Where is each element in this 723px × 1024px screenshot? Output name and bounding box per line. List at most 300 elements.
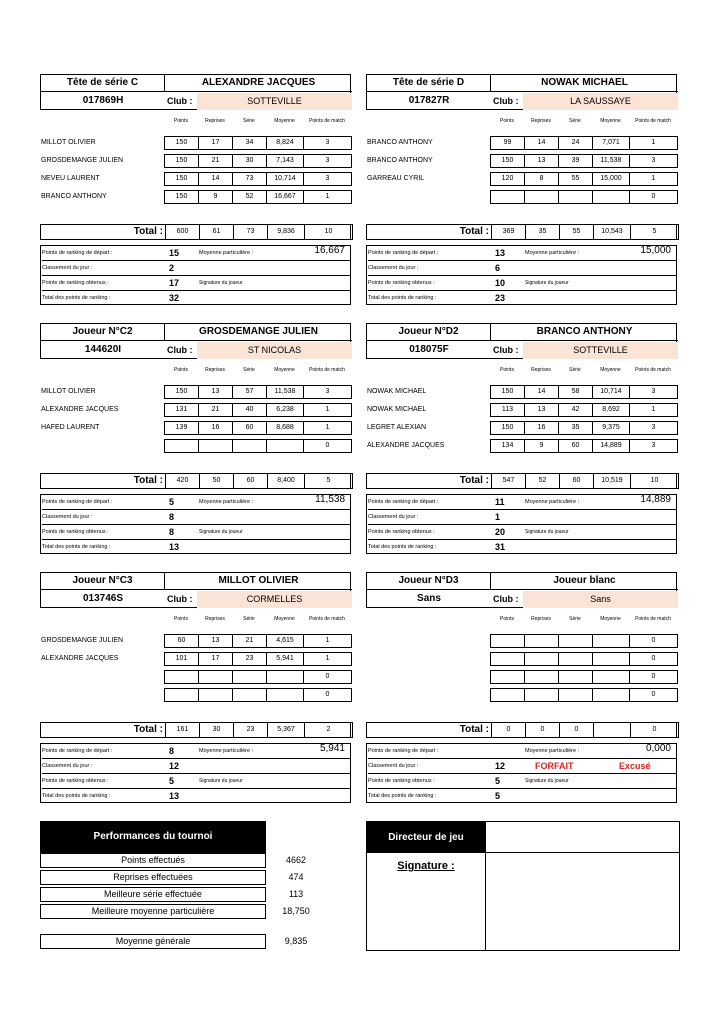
license-number: 017827R (408, 95, 450, 106)
match-cell: 42 (558, 403, 593, 417)
opponent-name: BRANCO ANTHONY (367, 139, 433, 146)
player-slot-label: Joueur N°D3 (367, 573, 491, 590)
ranking-label: Points de ranking de départ : (42, 748, 113, 754)
match-row (366, 652, 677, 666)
match-cell: 14 (524, 136, 559, 150)
ranking-line (368, 246, 677, 261)
match-cell: 0 (303, 439, 352, 453)
column-header: Reprises (205, 367, 225, 373)
ranking-line (42, 510, 351, 525)
ranking-value: 8 (169, 746, 175, 756)
match-cell: 150 (490, 421, 525, 435)
total-label: Total : (459, 724, 489, 735)
total-cell: 52 (525, 473, 560, 489)
column-header: Points (174, 367, 188, 373)
match-row (366, 154, 677, 168)
player-name: NOWAK MICHAEL (491, 75, 678, 92)
ranking-line (368, 540, 677, 555)
player-name: ALEXANDRE JACQUES (165, 75, 352, 92)
match-cell: 24 (558, 136, 593, 150)
ranking-label: Points de ranking obtenus : (368, 280, 435, 286)
general-average-label: Moyenne générale (40, 934, 266, 949)
club-label: Club : (493, 96, 519, 106)
match-cell: 15,000 (592, 172, 630, 186)
game-director-box (366, 821, 680, 951)
match-cell: 0 (303, 688, 352, 702)
match-cell (198, 670, 233, 684)
total-cell: 73 (233, 224, 268, 240)
match-cell (490, 634, 525, 648)
ranking-value: 13 (169, 542, 180, 552)
ranking-block (366, 494, 677, 554)
match-cell: 14 (198, 172, 233, 186)
player-signature-label: Signature du joueur (525, 280, 569, 286)
total-cell: 8,400 (267, 473, 305, 489)
match-cell (490, 652, 525, 666)
total-cell: 0 (491, 722, 526, 738)
match-row (40, 670, 351, 684)
match-cell (490, 688, 525, 702)
ranking-value: 8 (169, 512, 175, 522)
total-cell: 369 (491, 224, 526, 240)
ranking-line (42, 774, 351, 789)
total-cell: 0 (630, 722, 679, 738)
ranking-value: 17 (169, 278, 180, 288)
total-cell: 55 (559, 224, 594, 240)
match-cell: 4,615 (266, 634, 304, 648)
match-cell: 134 (490, 439, 525, 453)
match-cell: 13 (524, 154, 559, 168)
match-cell: 150 (490, 385, 525, 399)
total-cell: 5 (630, 224, 679, 240)
match-cell: 120 (490, 172, 525, 186)
match-cell: 150 (164, 172, 199, 186)
club-label: Club : (493, 345, 519, 355)
opponent-name: GROSDEMANGE JULIEN (41, 637, 124, 644)
ranking-line (368, 525, 677, 540)
ranking-label: Points de ranking obtenus : (42, 529, 109, 535)
performance-value: 18,750 (282, 906, 310, 916)
match-cell: 13 (524, 403, 559, 417)
match-row (366, 172, 677, 186)
opponent-name: BRANCO ANTHONY (367, 157, 433, 164)
column-header: Points de match (309, 367, 345, 373)
moyenne-part-label: Moyenne particulière : (199, 250, 254, 256)
ranking-value: 20 (495, 527, 506, 537)
opponent-name: LEGRET ALEXIAN (367, 424, 427, 431)
match-cell: 113 (490, 403, 525, 417)
ranking-line (368, 789, 677, 804)
match-cell (232, 688, 267, 702)
player-name: GROSDEMANGE JULIEN (165, 324, 352, 341)
forfait-label: FORFAIT (535, 761, 574, 771)
player-name: MILLOT OLIVIER (165, 573, 352, 590)
column-header: Points (174, 616, 188, 622)
match-cell: 1 (303, 421, 352, 435)
club-name: SOTTEVILLE (523, 342, 678, 359)
total-row (366, 722, 677, 738)
column-header: Reprises (531, 118, 551, 124)
column-header: Points (174, 118, 188, 124)
match-cell: 101 (164, 652, 199, 666)
player-name: BRANCO ANTHONY (491, 324, 678, 341)
total-label: Total : (133, 475, 163, 486)
match-row (40, 154, 351, 168)
match-cell: 3 (629, 439, 678, 453)
ranking-block (366, 245, 677, 305)
match-cell: 21 (198, 154, 233, 168)
ranking-line (368, 759, 677, 774)
club-label: Club : (167, 96, 193, 106)
moyenne-part-label: Moyenne particulière : (199, 499, 254, 505)
performance-value: 113 (288, 889, 304, 899)
moyenne-part-label: Moyenne particulière : (525, 748, 580, 754)
moyenne-part-value: 16,667 (314, 245, 345, 256)
match-cell: 16 (198, 421, 233, 435)
club-name: Sans (523, 591, 678, 608)
match-cell: 1 (303, 403, 352, 417)
match-cell: 35 (558, 421, 593, 435)
column-header: Reprises (531, 616, 551, 622)
license-number: 017869H (82, 95, 124, 106)
ranking-line (42, 540, 351, 555)
match-row (40, 634, 351, 648)
match-cell: 60 (232, 421, 267, 435)
card-header (366, 572, 677, 608)
ranking-line (368, 495, 677, 510)
match-cell: 3 (303, 154, 352, 168)
ranking-label: Total des points de ranking : (368, 793, 437, 799)
match-cell: 6,238 (266, 403, 304, 417)
ranking-line (368, 291, 677, 306)
match-cell: 40 (232, 403, 267, 417)
performance-label: Meilleure moyenne particulière (40, 904, 266, 919)
match-cell: 60 (164, 634, 199, 648)
match-cell (232, 670, 267, 684)
match-cell (164, 439, 199, 453)
match-cell: 150 (164, 190, 199, 204)
total-cell: 5 (304, 473, 353, 489)
ranking-label: Total des points de ranking : (42, 544, 111, 550)
ranking-label: Classement du jour : (368, 763, 419, 769)
match-row (40, 136, 351, 150)
ranking-value: 8 (169, 527, 175, 537)
match-cell (266, 688, 304, 702)
opponent-name: GARREAU CYRIL (367, 175, 425, 182)
player-signature-label: Signature du joueur (199, 778, 243, 784)
match-cell (558, 190, 593, 204)
ranking-line (368, 261, 677, 276)
match-cell (266, 439, 304, 453)
ranking-value: 23 (495, 293, 506, 303)
total-label: Total : (133, 226, 163, 237)
match-cell: 58 (558, 385, 593, 399)
match-cell: 139 (164, 421, 199, 435)
match-cell (164, 670, 199, 684)
performance-title: Performances du tournoi (40, 821, 266, 853)
column-header: Reprises (205, 616, 225, 622)
ranking-value: 31 (495, 542, 506, 552)
ranking-block (40, 245, 351, 305)
total-cell: 10 (630, 473, 679, 489)
club-name: ST NICOLAS (197, 342, 352, 359)
total-cell: 9,836 (267, 224, 305, 240)
total-row (366, 224, 677, 240)
match-row (366, 136, 677, 150)
match-cell: 11,538 (592, 154, 630, 168)
match-cell: 14 (524, 385, 559, 399)
ranking-label: Total des points de ranking : (42, 793, 111, 799)
column-header: Moyenne (600, 367, 621, 373)
column-header: Série (243, 616, 255, 622)
match-cell: 1 (629, 136, 678, 150)
match-cell: 13 (198, 385, 233, 399)
ranking-value: 5 (169, 776, 175, 786)
player-slot-label: Joueur N°C2 (41, 324, 165, 341)
ranking-line (42, 261, 351, 276)
match-cell: 16,667 (266, 190, 304, 204)
opponent-name: NOWAK MICHAEL (367, 388, 427, 395)
moyenne-part-value: 11,538 (315, 494, 345, 505)
opponent-name: ALEXANDRE JACQUES (41, 655, 119, 662)
match-cell (592, 634, 630, 648)
ranking-label: Total des points de ranking : (42, 295, 111, 301)
total-row (40, 722, 351, 738)
ranking-value: 5 (495, 791, 501, 801)
match-cell (490, 670, 525, 684)
player-signature-label: Signature du joueur (199, 280, 243, 286)
match-row (366, 439, 677, 453)
club-label: Club : (493, 594, 519, 604)
match-cell: 0 (303, 670, 352, 684)
match-cell (558, 670, 593, 684)
ranking-value: 13 (169, 791, 180, 801)
match-cell: 14,889 (592, 439, 630, 453)
match-row (366, 403, 677, 417)
match-cell (490, 190, 525, 204)
player-signature-label: Signature du joueur (525, 529, 569, 535)
match-cell: 39 (558, 154, 593, 168)
total-cell: 10,543 (593, 224, 631, 240)
opponent-name: ALEXANDRE JACQUES (41, 406, 119, 413)
ranking-value: 10 (495, 278, 506, 288)
general-average-value: 9,835 (284, 936, 308, 946)
match-cell: 3 (303, 172, 352, 186)
card-header (40, 323, 351, 359)
column-header: Points de match (309, 616, 345, 622)
match-cell (164, 688, 199, 702)
match-cell (558, 688, 593, 702)
license-number: 144620I (84, 344, 122, 355)
match-cell: 7,071 (592, 136, 630, 150)
match-cell: 21 (198, 403, 233, 417)
ranking-label: Total des points de ranking : (368, 544, 437, 550)
match-cell: 150 (164, 154, 199, 168)
performance-label: Meilleure série effectuée (40, 887, 266, 902)
match-cell: 16 (524, 421, 559, 435)
performance-label: Points effectués (40, 853, 266, 868)
column-header: Points de match (309, 118, 345, 124)
ranking-line (42, 744, 351, 759)
ranking-label: Points de ranking de départ : (42, 250, 113, 256)
match-cell (266, 670, 304, 684)
player-slot-label: Joueur N°C3 (41, 573, 165, 590)
ranking-line (42, 789, 351, 804)
total-cell: 5,367 (267, 722, 305, 738)
total-cell: 60 (233, 473, 268, 489)
match-cell: 7,143 (266, 154, 304, 168)
match-cell (198, 688, 233, 702)
column-header: Points (500, 367, 514, 373)
match-row (40, 421, 351, 435)
match-row (366, 688, 677, 702)
ranking-line (42, 759, 351, 774)
match-row (366, 385, 677, 399)
ranking-value: 15 (169, 248, 180, 258)
club-name: SOTTEVILLE (197, 93, 352, 110)
ranking-block (366, 743, 677, 803)
ranking-label: Points de ranking obtenus : (42, 280, 109, 286)
excuse-label: Excusé (619, 761, 651, 771)
ranking-value: 2 (169, 263, 175, 273)
match-row (40, 688, 351, 702)
ranking-value: 5 (169, 497, 175, 507)
player-slot-label: Joueur N°D2 (367, 324, 491, 341)
ranking-label: Classement du jour : (42, 763, 93, 769)
ranking-line (368, 744, 677, 759)
moyenne-part-value: 14,889 (640, 494, 671, 505)
match-row (366, 634, 677, 648)
opponent-name: MILLOT OLIVIER (41, 388, 96, 395)
opponent-name: MILLOT OLIVIER (41, 139, 96, 146)
column-header: Points (500, 616, 514, 622)
ranking-line (42, 525, 351, 540)
column-header: Moyenne (600, 616, 621, 622)
total-cell: 30 (199, 722, 234, 738)
match-cell: 0 (629, 688, 678, 702)
ranking-label: Classement du jour : (42, 265, 93, 271)
license-number: Sans (417, 593, 441, 604)
match-cell: 5,941 (266, 652, 304, 666)
total-row (40, 473, 351, 489)
match-cell: 131 (164, 403, 199, 417)
match-cell: 3 (303, 136, 352, 150)
match-cell (232, 439, 267, 453)
performance-label: Reprises effectuées (40, 870, 266, 885)
ranking-label: Points de ranking obtenus : (368, 529, 435, 535)
match-cell: 3 (303, 385, 352, 399)
total-label: Total : (133, 724, 163, 735)
match-cell: 1 (303, 652, 352, 666)
match-cell: 1 (629, 403, 678, 417)
match-cell: 9 (198, 190, 233, 204)
ranking-label: Classement du jour : (368, 514, 419, 520)
match-cell: 150 (490, 154, 525, 168)
ranking-value: 32 (169, 293, 180, 303)
ranking-line (368, 774, 677, 789)
match-cell: 30 (232, 154, 267, 168)
match-cell: 52 (232, 190, 267, 204)
total-cell: 23 (233, 722, 268, 738)
total-cell: 50 (199, 473, 234, 489)
total-label: Total : (459, 226, 489, 237)
ranking-label: Total des points de ranking : (368, 295, 437, 301)
ranking-value: 11 (495, 497, 505, 507)
match-cell: 8 (524, 172, 559, 186)
column-header: Série (569, 118, 581, 124)
match-row (40, 190, 351, 204)
moyenne-part-label: Moyenne particulière : (199, 748, 254, 754)
match-cell (592, 652, 630, 666)
match-cell: 8,688 (266, 421, 304, 435)
card-header (366, 323, 677, 359)
match-cell: 1 (303, 634, 352, 648)
match-row (40, 439, 351, 453)
total-cell: 0 (525, 722, 560, 738)
match-cell: 1 (629, 172, 678, 186)
match-cell: 11,538 (266, 385, 304, 399)
column-header: Points de match (635, 616, 671, 622)
ranking-label: Points de ranking de départ : (42, 499, 113, 505)
club-name: CORMELLES (197, 591, 352, 608)
opponent-name: BRANCO ANTHONY (41, 193, 107, 200)
match-cell: 3 (629, 421, 678, 435)
match-cell: 17 (198, 652, 233, 666)
ranking-label: Points de ranking de départ : (368, 250, 439, 256)
total-cell: 420 (165, 473, 200, 489)
match-cell: 150 (164, 136, 199, 150)
player-slot-label: Tête de série C (41, 75, 165, 92)
player-signature-label: Signature du joueur (199, 529, 243, 535)
director-title: Directeur de jeu (367, 822, 485, 853)
total-cell: 547 (491, 473, 526, 489)
player-name: Joueur blanc (491, 573, 678, 590)
ranking-line (42, 276, 351, 291)
match-cell: 3 (629, 154, 678, 168)
club-label: Club : (167, 594, 193, 604)
match-cell: 1 (303, 190, 352, 204)
column-header: Moyenne (274, 118, 295, 124)
match-cell (592, 670, 630, 684)
club-label: Club : (167, 345, 193, 355)
total-cell: 600 (165, 224, 200, 240)
column-header: Points de match (635, 118, 671, 124)
ranking-value: 6 (495, 263, 501, 273)
card-header (40, 74, 351, 110)
opponent-name: NOWAK MICHAEL (367, 406, 427, 413)
match-cell: 23 (232, 652, 267, 666)
total-cell: 35 (525, 224, 560, 240)
match-cell (524, 634, 559, 648)
match-cell: 17 (198, 136, 233, 150)
ranking-label: Points de ranking obtenus : (368, 778, 435, 784)
ranking-value: 12 (169, 761, 180, 771)
moyenne-part-label: Moyenne particulière : (525, 499, 580, 505)
ranking-label: Points de ranking de départ : (368, 499, 439, 505)
total-cell: 10 (304, 224, 353, 240)
card-header (366, 74, 677, 110)
performance-value: 474 (288, 872, 304, 882)
match-cell: 57 (232, 385, 267, 399)
ranking-value: 12 (495, 761, 506, 771)
match-cell (524, 670, 559, 684)
match-row (366, 670, 677, 684)
column-header: Série (243, 367, 255, 373)
total-row (366, 473, 677, 489)
match-cell: 9,375 (592, 421, 630, 435)
match-cell (524, 652, 559, 666)
match-row (40, 385, 351, 399)
